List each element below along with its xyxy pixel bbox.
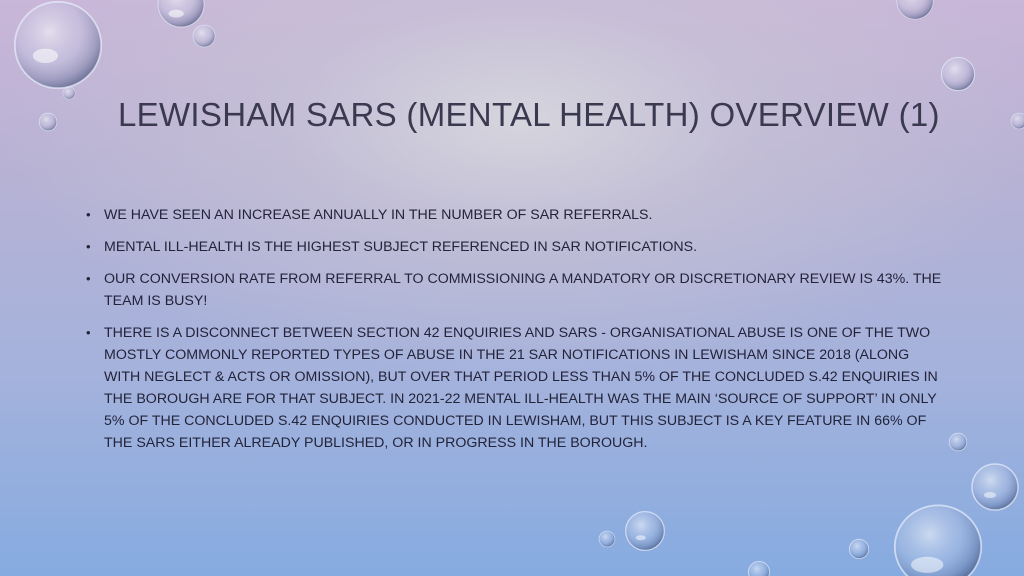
water-droplet-icon — [598, 530, 616, 548]
bullet-item — [86, 322, 946, 454]
bullet-text: OUR CONVERSION RATE FROM REFERRAL TO COMMISSIONING A MANDATORY OR DISCRETIONARY REVIEW IS 43%. THE TEAM IS BUSY! — [104, 271, 942, 309]
bullet-text: THERE IS A DISCONNECT BETWEEN SECTION 42 ENQUIRIES AND SARS - ORGANISATIONAL ABUSE IS ONE OF THE TWO MOSTLY COMMONLY REPORTED TYPES OF ABUSE IN THE 21 SAR NOTIFICATIONS IN LEWISHAM SINCE 2018 (ALONG WITH NEGLECT & ACTS OR OMISSION), BUT OVER THAT PERIOD LESS THAN 5% OF THE CONCLUDED S.42 ENQUIRIES IN THE BOROUGH ARE FOR THAT SUBJECT. IN 2021-22 MENTAL ILL-HEALTH WAS THE MAIN ‘SOURCE OF SUPPORT’ IN ONLY 5% OF THE CONCLUDED S.42 ENQUIRIES CONDUCTED IN LEWISHAM, BUT THIS SUBJECT IS A KEY FEATURE IN 66% OF THE SARS EITHER ALREADY PUBLISHED, OR IN PROGRESS IN THE BOROUGH. — [104, 325, 938, 451]
slide-title: LEWISHAM SARS (MENTAL HEALTH) OVERVIEW (1) — [118, 96, 940, 133]
bullet-marker: • — [86, 271, 91, 286]
bullet-marker: • — [86, 207, 91, 222]
water-droplet-icon — [622, 510, 668, 552]
bullet-text: MENTAL ILL-HEALTH IS THE HIGHEST SUBJECT REFERENCED IN SAR NOTIFICATIONS. — [104, 239, 698, 255]
bullet-item — [86, 204, 946, 226]
bullet-marker: • — [86, 239, 91, 254]
water-droplet-icon — [38, 112, 58, 132]
bullet-item — [86, 236, 946, 258]
water-droplet-icon — [744, 560, 774, 576]
bullet-marker: • — [86, 325, 91, 340]
water-droplet-icon — [880, 0, 950, 20]
water-droplet-icon — [948, 432, 968, 452]
water-droplet-icon — [192, 24, 216, 48]
bullet-text: WE HAVE SEEN AN INCREASE ANNUALLY IN THE NUMBER OF SAR REFERRALS. — [104, 207, 653, 223]
bullet-item — [86, 268, 946, 312]
water-droplet-icon — [1010, 112, 1024, 130]
water-droplet-icon — [878, 500, 998, 576]
water-droplet-icon — [62, 86, 76, 100]
water-droplet-icon — [4, 0, 112, 90]
water-droplet-icon — [848, 538, 870, 560]
water-droplet-icon — [940, 56, 976, 92]
bullet-list — [86, 204, 946, 464]
